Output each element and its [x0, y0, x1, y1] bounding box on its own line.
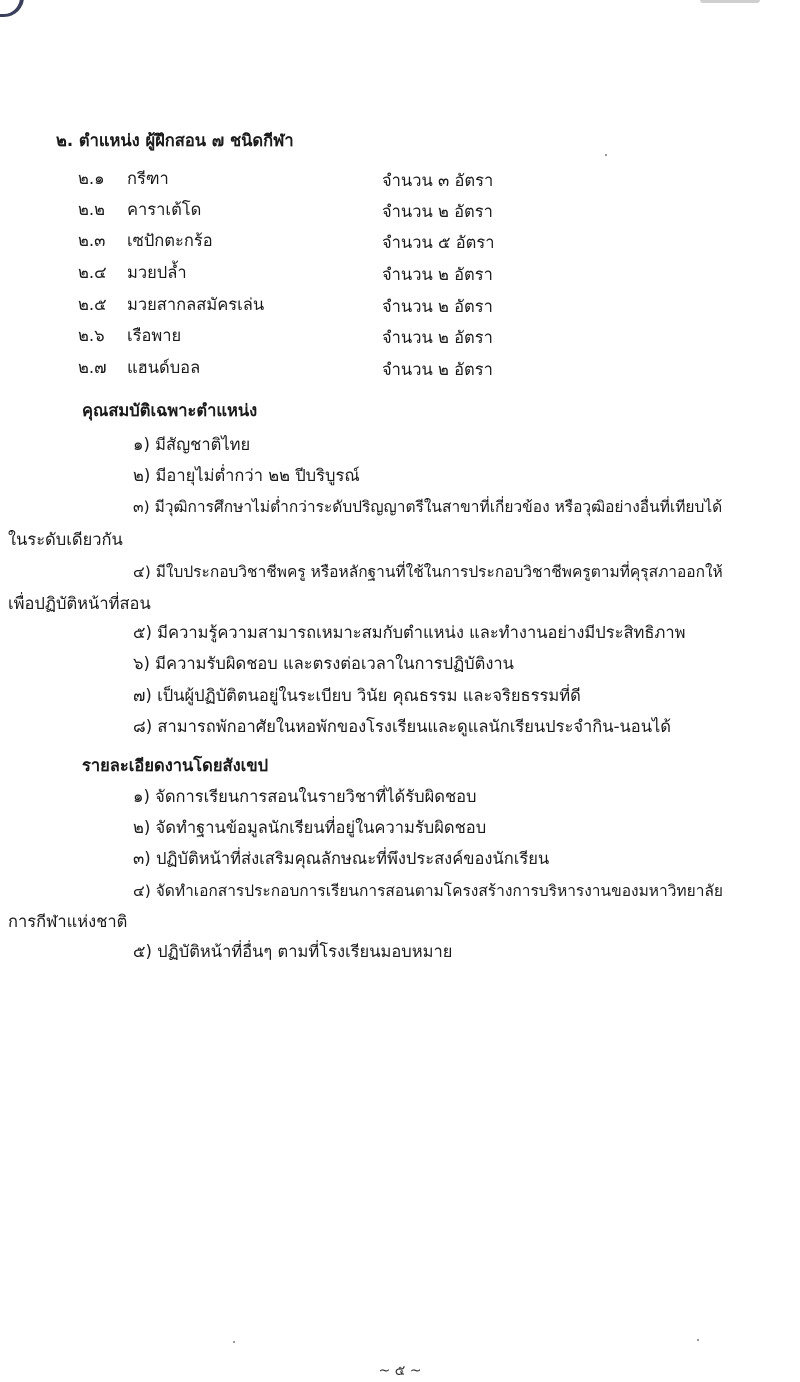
sport-quota: จำนวน ๕ อัตรา [382, 233, 495, 252]
duty-item: ๒) จัดทำฐานข้อมูลนักเรียนที่อยู่ในความรับผิดชอบ [133, 818, 487, 837]
sport-number: ๒.๕ [78, 295, 107, 314]
sport-name: คาราเต้โด [127, 200, 202, 219]
sport-name: แฮนด์บอล [127, 358, 201, 377]
qualification-item: ๓) มีวุฒิการศึกษาไม่ต่ำกว่าระดับปริญญาตรีในสาขาที่เกี่ยวข้อง หรือวุฒิอย่างอื่นที่เทียบได้ [133, 498, 723, 516]
sport-name: เรือพาย [127, 326, 182, 345]
sport-name: เซปักตะกร้อ [127, 231, 213, 250]
duty-item: ๔) จัดทำเอกสารประกอบการเรียนการสอนตามโครงสร้างการบริหารงานของมหาวิทยาลัย [133, 882, 723, 900]
sport-quota: จำนวน ๒ อัตรา [382, 265, 493, 284]
qualification-item: ๖) มีความรับผิดชอบ และตรงต่อเวลาในการปฏิบัติงาน [133, 654, 514, 673]
qualification-item: ๒) มีอายุไม่ต่ำกว่า ๒๒ ปีบริบูรณ์ [133, 466, 360, 485]
duties-heading: รายละเอียดงานโดยสังเขป [82, 756, 269, 775]
sport-number: ๒.๖ [78, 326, 105, 345]
scan-speck [697, 1339, 699, 1341]
scan-speck [605, 154, 607, 156]
qualifications-heading: คุณสมบัติเฉพาะตำแหน่ง [82, 401, 258, 420]
section-heading: ๒. ตำแหน่ง ผู้ฝึกสอน ๗ ชนิดกีฬา [56, 131, 294, 150]
duty-item: ๑) จัดการเรียนการสอนในรายวิชาที่ได้รับผิดชอบ [133, 787, 477, 806]
qualification-item: ๕) มีความรู้ความสามารถเหมาะสมกับตำแหน่ง และทำงานอย่างมีประสิทธิภาพ [133, 623, 686, 642]
sport-number: ๒.๓ [78, 231, 106, 250]
sport-number: ๒.๑ [78, 169, 105, 188]
sport-name: มวยสากลสมัครเล่น [127, 295, 265, 314]
qualification-item-continuation: เพื่อปฏิบัติหน้าที่สอน [8, 594, 151, 613]
sport-name: มวยปล้ำ [127, 263, 187, 282]
binder-corner-mark [0, 0, 24, 17]
qualification-item-continuation: ในระดับเดียวกัน [8, 530, 123, 549]
sport-quota: จำนวน ๒ อัตรา [382, 328, 493, 347]
sport-quota: จำนวน ๒ อัตรา [382, 297, 493, 316]
page-number: ~ ๕ ~ [378, 1363, 422, 1379]
qualification-item: ๗) เป็นผู้ปฏิบัติตนอยู่ในระเบียบ วินัย คุณธรรม และจริยธรรมที่ดี [133, 686, 581, 705]
scan-speck [233, 1341, 235, 1343]
qualification-item: ๘) สามารถพักอาศัยในหอพักของโรงเรียนและดูแลนักเรียนประจำกิน-นอนได้ [133, 717, 672, 736]
duty-item-continuation: การกีฬาแห่งชาติ [8, 912, 128, 931]
sport-number: ๒.๒ [78, 200, 105, 219]
duty-item: ๓) ปฏิบัติหน้าที่ส่งเสริมคุณลักษณะที่พึงประสงค์ของนักเรียน [133, 849, 550, 868]
qualification-item: ๑) มีสัญชาติไทย [133, 435, 251, 454]
qualification-item: ๔) มีใบประกอบวิชาชีพครู หรือหลักฐานที่ใช้ในการประกอบวิชาชีพครูตามที่คุรุสภาออกให้ [133, 563, 723, 581]
sport-quota: จำนวน ๓ อัตรา [382, 171, 494, 190]
sport-quota: จำนวน ๒ อัตรา [382, 360, 493, 379]
sport-number: ๒.๔ [78, 263, 107, 282]
sport-number: ๒.๗ [78, 358, 107, 377]
sport-quota: จำนวน ๒ อัตรา [382, 202, 493, 221]
duty-item: ๕) ปฏิบัติหน้าที่อื่นๆ ตามที่โรงเรียนมอบหมาย [133, 942, 453, 961]
scan-artifact [700, 0, 760, 3]
sport-name: กรีฑา [127, 169, 169, 188]
